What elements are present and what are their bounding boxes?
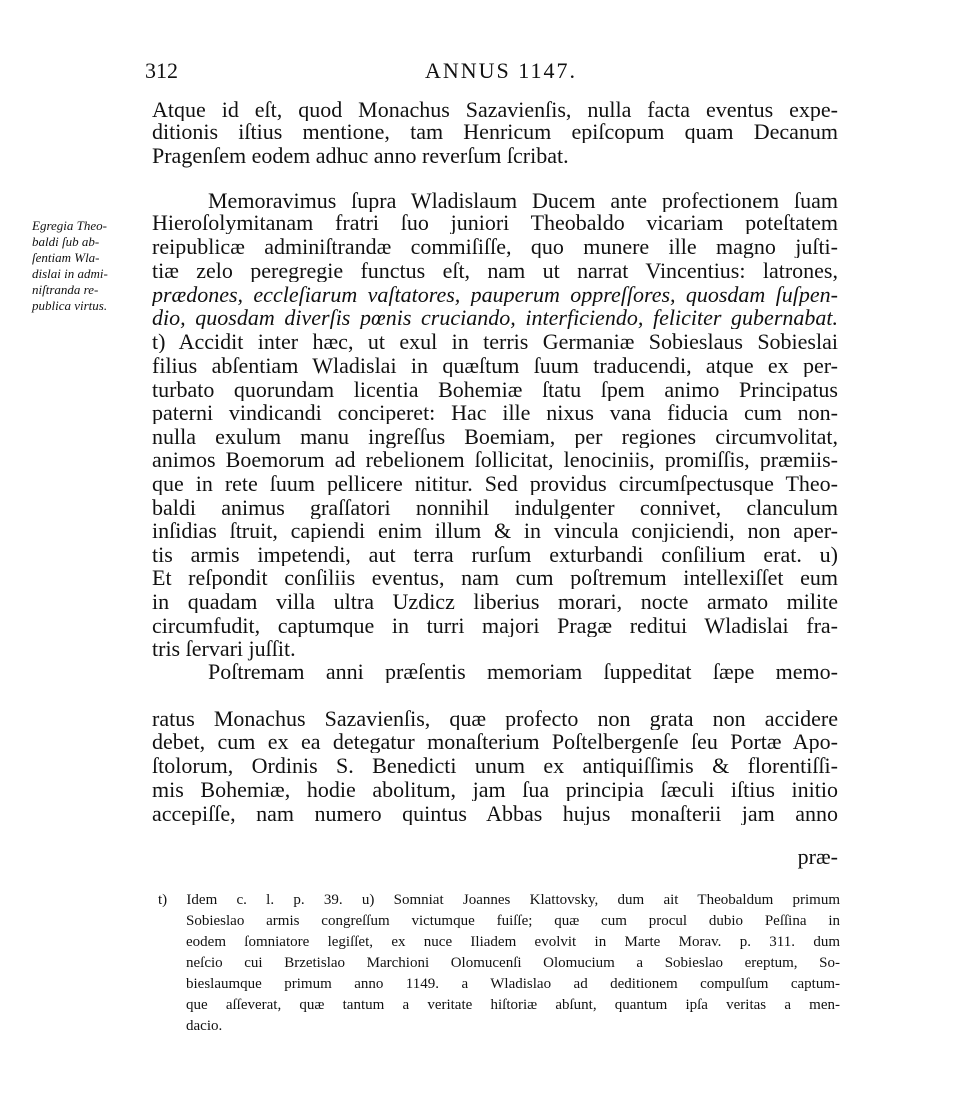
text-line: Hieroſolymitanam fratri ſuo juniori Theobaldo vicariam poteſtatem [152, 212, 838, 234]
text-line: circumfudit, captumque in turri majori Pragæ reditui Wladislai fra- [152, 615, 838, 637]
page-number: 312 [145, 58, 178, 83]
footnote-line: Sobieslao armis congreſſum victumque fuiſſe; quæ cum procul dubio Peſſina in [186, 914, 840, 929]
text-line: baldi animus graſſatori nonnihil indulgenter connivet, clanculum [152, 497, 838, 519]
running-head: ANNUS 1147. [425, 58, 577, 83]
text-line: Pragenſem eodem adhuc anno reverſum ſcribat. [152, 143, 569, 168]
text-line: ditionis iſtius mentione, tam Henricum epiſcopum quam Decanum [152, 121, 838, 143]
margin-note [32, 218, 150, 314]
text-line: dio, quosdam diverſis pœnis cruciando, interficiendo, feliciter gubernabat. [152, 307, 838, 329]
text-line: Et reſpondit conſiliis eventus, nam cum poſtremum intellexiſſet eum [152, 567, 838, 589]
catchword: præ- [797, 844, 838, 869]
text-line: ratus Monachus Sazavienſis, quæ profecto non grata non accidere [152, 708, 838, 730]
text-line: reipublicæ adminiſtrandæ commiſiſſe, quo munere ille magno juſti- [152, 236, 838, 258]
footnote-line: eodem ſomniatore legiſſet, ex nuce Iliadem evolvit in Marte Morav. p. 311. dum [186, 935, 840, 950]
text-line: tis armis impetendi, aut terra rurſum exturbandi conſilium erat. u) [152, 544, 838, 566]
text-line: accepiſſe, nam numero quintus Abbas hujus monaſterii jam anno [152, 803, 838, 825]
text-line: Poſtremam anni præſentis memoriam ſuppeditat ſæpe memo- [208, 661, 838, 683]
page-header [145, 58, 835, 88]
text-line: filius abſentiam Wladislai in quæſtum ſuum traducendi, atque ex per- [152, 355, 838, 377]
footnote-line: bieslaumque primum anno 1149. a Wladislao ad deditionem compulſum captum- [186, 977, 840, 992]
text-line: turbato quorundam licentia Bohemiæ ſtatu ſpem animo Principatus [152, 379, 838, 401]
text-line: que in rete ſuum pellicere nititur. Sed providus circumſpectusque Theo- [152, 473, 838, 495]
margin-note-line: baldi ſub ab- [32, 234, 100, 249]
text-line: debet, cum ex ea detegatur monaſterium Poſtelbergenſe ſeu Portæ Apo- [152, 731, 838, 753]
footnote-line: t) Idem c. l. p. 39. u) Somniat Joannes Klattovsky, dum ait Theobaldum primum [158, 893, 840, 908]
margin-note-line: Egregia Theo- [32, 218, 107, 233]
text-line: in quadam villa ultra Uzdicz liberius morari, nocte armato milite [152, 591, 838, 613]
text-line: animos Boemorum ad rebelionem ſollicitat, lenociniis, promiſſis, præmiis- [152, 449, 838, 471]
text-line: tris ſervari juſſit. [152, 636, 296, 661]
text-line: ſtolorum, Ordinis S. Benedicti unum ex antiquiſſimis & florentiſſi- [152, 755, 838, 777]
margin-note-line: publica virtus. [32, 298, 108, 313]
margin-note-line: ſentiam Wla- [32, 250, 100, 265]
text-line: nulla exulum manu ingreſſus Boemiam, per regiones circumvolitat, [152, 426, 838, 448]
footnote-line: dacio. [186, 1018, 223, 1034]
text-line: paterni vindicandi conciperet: Hac ille nixus vana fiducia cum non- [152, 402, 838, 424]
text-line: Atque id eſt, quod Monachus Sazavienſis, nulla facta eventus expe- [152, 99, 838, 121]
text-line: tiæ zelo peregregie functus eſt, nam ut narrat Vincentius: latrones, [152, 260, 838, 282]
text-line: mis Bohemiæ, hodie abolitum, jam ſua principia ſæculi iſtius initio [152, 779, 838, 801]
text-line: inſidias ſtruit, capiendi enim illum & in vincula conjiciendi, non aper- [152, 520, 838, 542]
text-line: Memoravimus ſupra Wladislaum Ducem ante profectionem ſuam [208, 190, 838, 212]
margin-note-line: dislai in admi- [32, 266, 108, 281]
text-line: t) Accidit inter hæc, ut exul in terris Germaniæ Sobieslaus Sobieslai [152, 331, 838, 353]
text-line: prædones, eccleſiarum vaſtatores, pauperum oppreſſores, quosdam ſuſpen- [152, 284, 838, 306]
footnote-line: que aſſeverat, quæ tantum a veritate hiſtoriæ abſunt, quantum ipſa veritas a men- [186, 998, 840, 1013]
footnote-line: neſcio cui Brzetislao Marchioni Olomucenſi Olomucium a Sobieslao ereptum, So- [186, 956, 840, 971]
margin-note-line: niſtranda re- [32, 282, 99, 297]
